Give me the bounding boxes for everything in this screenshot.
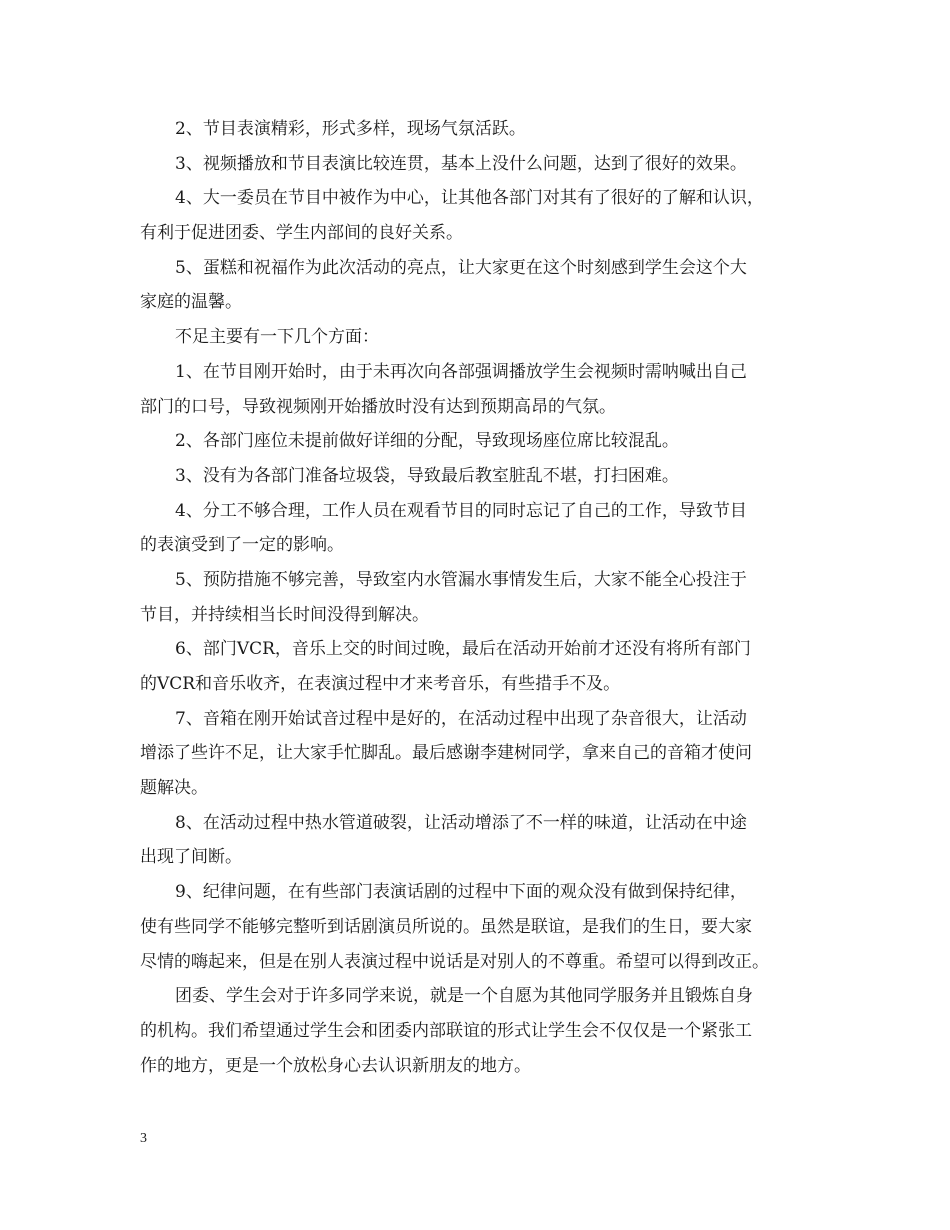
paragraph-line: 出现了间断。 [140,847,242,868]
paragraph-line: 家庭的温馨。 [140,292,242,313]
paragraph-line: 8、在活动过程中热水管道破裂，让活动增添了不一样的味道，让活动在中途 [175,812,747,833]
paragraph-line: 4、分工不够合理，工作人员在观看节目的同时忘记了自己的工作，导致节目 [175,500,747,521]
paragraph-line: 2、节目表演精彩，形式多样，现场气氛活跃。 [175,119,526,139]
document-body [140,112,824,1083]
paragraph-line: 7、音箱在刚开始试音过程中是好的，在活动过程中出现了杂音很大，让活动 [175,708,747,729]
paragraph-line: 题解决。 [140,778,208,799]
paragraph-line: 部门的口号，导致视频刚开始播放时没有达到预期高昂的气氛。 [140,396,616,417]
paragraph-line: 6、部门VCR，音乐上交的时间过晚，最后在活动开始前才还没有将所有部门 [175,639,751,660]
paragraph-line: 的VCR和音乐收齐，在表演过程中才来考音乐，有些措手不及。 [140,674,621,694]
paragraph-line: 9、纪律问题，在有些部门表演话剧的过程中下面的观众没有做到保持纪律， [175,882,747,903]
paragraph-line: 的机构。我们希望通过学生会和团委内部联谊的形式让学生会不仅仅是一个紧张工 [140,1020,752,1041]
paragraph-line: 3、视频播放和节目表演比较连贯，基本上没什么问题，达到了很好的效果。 [175,153,747,174]
paragraph-line: 作的地方，更是一个放松身心去认识新朋友的地方。 [140,1055,531,1076]
paragraph-line: 尽情的嗨起来，但是在别人表演过程中说话是对别人的不尊重。希望可以得到改正。 [140,951,769,972]
paragraph-line: 有利于促进团委、学生内部间的良好关系。 [140,223,463,244]
paragraph-line: 5、蛋糕和祝福作为此次活动的亮点，让大家更在这个时刻感到学生会这个大 [175,257,747,278]
paragraph-line: 使有些同学不能够完整听到话剧演员所说的。虽然是联谊，是我们的生日，要大家 [140,916,752,937]
section-heading-line: 不足主要有一下几个方面： [175,327,379,348]
paragraph-line: 增添了些许不足，让大家手忙脚乱。最后感谢李建树同学，拿来自己的音箱才使问 [140,743,752,764]
page-number: 3 [140,1131,147,1146]
paragraph-line: 的表演受到了一定的影响。 [140,535,344,556]
paragraph-line: 4、大一委员在节目中被作为中心，让其他各部门对其有了很好的了解和认识， [175,188,764,209]
paragraph-line: 节目，并持续相当长时间没得到解决。 [140,604,429,625]
paragraph-line: 1、在节目刚开始时，由于未再次向各部强调播放学生会视频时需呐喊出自己 [175,361,747,382]
paragraph-line: 3、没有为各部门准备垃圾袋，导致最后教室脏乱不堪，打扫困难。 [175,465,679,486]
paragraph-line: 5、预防措施不够完善，导致室内水管漏水事情发生后，大家不能全心投注于 [175,569,747,590]
paragraph-line: 团委、学生会对于许多同学来说，就是一个自愿为其他同学服务并且锻炼自身 [175,986,753,1007]
paragraph-line: 2、各部门座位未提前做好详细的分配，导致现场座位席比较混乱。 [175,431,679,452]
